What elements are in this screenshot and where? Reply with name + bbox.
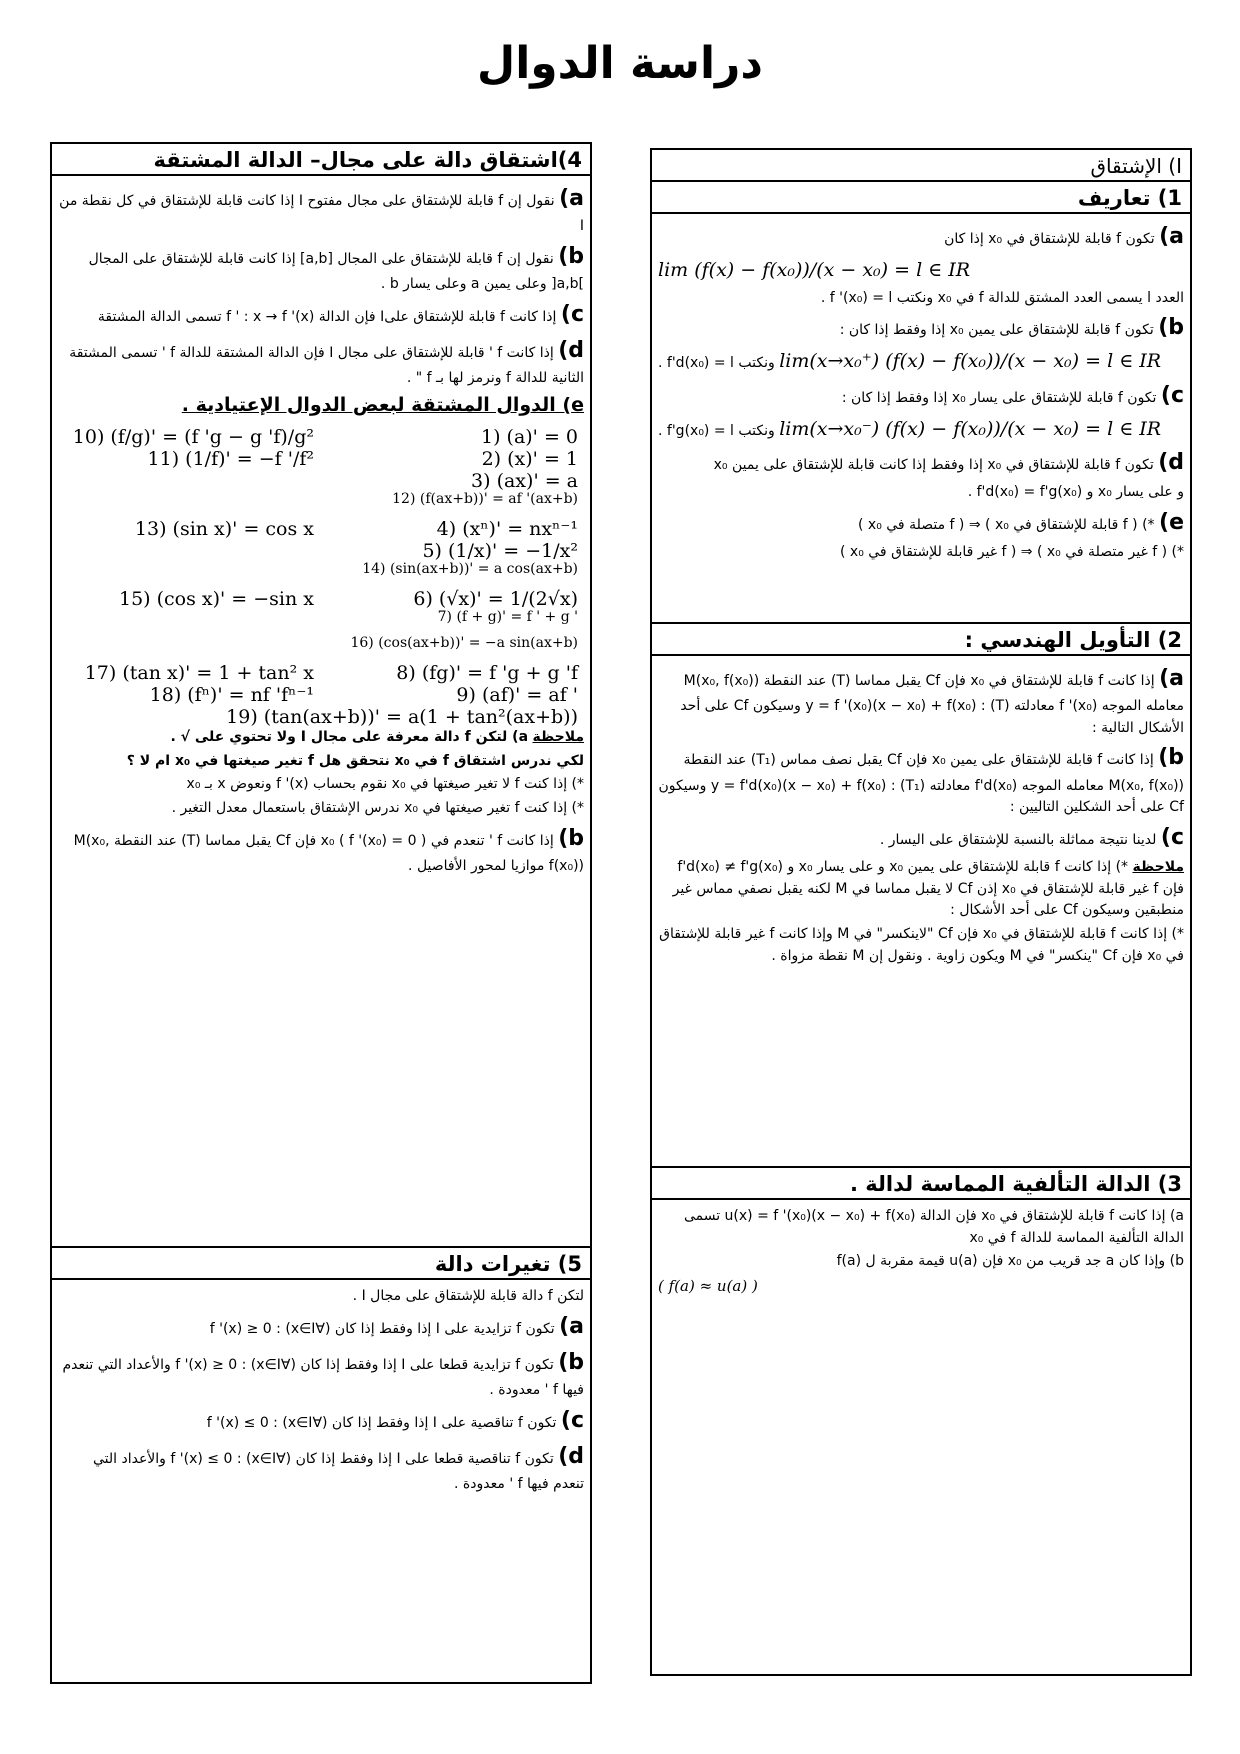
derivative-formula: 11) (1/f)' = −f '/f²: [147, 447, 314, 470]
derivative-formula: 6) (√x)' = 1/(2√x): [413, 587, 578, 610]
var-b: تكون f تزايدية قطعا على I إذا وفقط إذا كان (∀x∈I) : f '(x) ≥ 0 والأعداد التي تنعدم فيها f ' معدودة .: [62, 1356, 584, 1398]
left-column: [50, 142, 592, 1684]
remark-a: a) لتكن f دالة معرفة على مجال I ولا تحتوي على √ .: [170, 728, 529, 745]
int-c: إذا كانت f قابلة للإشتقاق علىI فإن الدالة f ' : x → f '(x) تسمى الدالة المشتقة: [97, 308, 557, 325]
interval-box: a) نقول إن f قابلة للإشتقاق على مجال مفتوح I إذا كانت قابلة للإشتقاق في كل نقطة من I b) نقول إن f قابلة للإشتقاق على المجال [a,b] إذا كانت قابلة للإشتقاق على المجال ]a,b[ وعلى يمين a وعلى يسار b . c) إذا كانت f قابلة للإشتقاق علىI فإن الدالة f ' : x → f '(x) تسمى الدالة المشتقة d) إذا كانت f ' قابلة للإشتقاق على مجال I فإن الدالة المشتقة للدالة f ' تسمى المشتقة الثانية للدالة f ونرمز لها بـ f " . e) الدوال المشتقة لبعض الدوال الإعتيادية . 1) (a)' = 0 10) (f/g)' = (f 'g − g 'f)/g² 2) (x)' = 1 11) (1/f)' = −f '/f² 3) (ax)' = a 12) (f(ax+b))' = af '(ax+b) 4) (xⁿ)' = nxⁿ⁻¹ 13) (sin x)' = cos x 5) (1/x)' = −1/x² 14) (sin(ax+b))' = a cos(ax+b) 6) (√x)' = 1/(2√x) 15) (cos x)' = −sin x 7) (f + g)' = f ' + g ' 16) (cos(ax+b))' = −a sin(ax+b) 8) (fg)' = f 'g + g 'f 17) (tan x)' = 1 + tan² x 9) (af)' = af ' 18) (fⁿ)' = nf 'fⁿ⁻¹ 19) (tan(ax+b))' = a(1 + tan²(ax+b)) ملاحظة a) لتكن f دالة معرفة على مجال I ولا تحتوي على √ . لكي ندرس اشتقاق f في x₀ نتحقق هل f تغير صيغتها في x₀ ام لا ؟ *) إذا كنت f لا تغير صيغتها في x₀ نقوم بحساب f '(x) ونعوض x بـ x₀ *) إذا كنت f تغير صيغتها في x₀ ندرس الإشتقاق باستعمال معدل التغير . b) إذا كانت f ' تنعدم في x₀ ( f '(x₀) = 0 ) فإن Cf يقبل مماسا (T) عند النقطة M(x₀, f(x₀)) موازيا لمحور الأفاصيل .: [52, 176, 590, 1248]
section-variations-head: 5) تغيرات دالة: [52, 1248, 590, 1280]
right-column: [650, 148, 1192, 1676]
derivative-row: [58, 585, 584, 610]
derivative-row: [58, 607, 584, 633]
derivative-row: [58, 489, 584, 515]
def-b-write: ونكتب f'd(x₀) = l .: [658, 355, 775, 372]
note1: *) إذا كانت f قابلة للإشتقاق على يمين x₀ و على يسار x₀ و f'd(x₀) ≠ f'g(x₀) فإن f غير قابلة للإشتقاق في x₀ إذن Cf لا يقبل مماسا في M لكنه يقبل نصفي مماس غير منطبقين وسيكون Cf على أحد الأشكال :: [672, 859, 1184, 919]
derivative-row: [58, 659, 584, 684]
derivative-formula: 19) (tan(ax+b))' = a(1 + tan²(ax+b)): [226, 705, 578, 728]
derivative-row: [58, 681, 584, 706]
derivative-formula: 4) (xⁿ)' = nxⁿ⁻¹: [436, 517, 578, 540]
remark-label: ملاحظة: [532, 728, 584, 745]
def-c-text: تكون f قابلة للإشتقاق على يسار x₀ إذا وفقط إذا كان :: [841, 389, 1157, 406]
geometric-box: a) إذا كانت f قابلة للإشتقاق في x₀ فإن Cf يقبل مماسا (T) عند النقطة M(x₀, f(x₀)) معامله الموجه f '(x₀) معادلته (T) : y = f '(x₀)(x − x₀) + f(x₀) وسيكون Cf على أحد الأشكال التالية : b) إذا كانت f قابلة للإشتقاق على يمين x₀ فإن Cf يقبل نصف مماس (T₁) عند النقطة M(x₀, f(x₀)) معامله الموجه f'd(x₀) معادلته (T₁) : y = f'd(x₀)(x − x₀) + f(x₀) وسيكون Cf على أحد الشكلين التاليين : c) لدينا نتيجة مماثلة بالنسبة للإشتقاق على اليسار . ملاحظة *) إذا كانت f قابلة للإشتقاق على يمين x₀ و على يسار x₀ و f'd(x₀) ≠ f'g(x₀) فإن f غير قابلة للإشتقاق في x₀ إذن Cf لا يقبل مماسا في M لكنه يقبل نصفي مماس غير منطبقين وسيكون Cf على أحد الأشكال : *) إذا كانت f قابلة للإشتقاق في x₀ فإن Cf "لاينكسر" في M وإذا كانت f غير قابلة للإشتقاق في x₀ فإن Cf "ينكسر" في M ويكون زاوية . ونقول إن M نقطة مزواة .: [652, 656, 1190, 1168]
derivative-formula: 8) (fg)' = f 'g + g 'f: [396, 661, 578, 684]
remark-b: إذا كانت f ' تنعدم في x₀ ( f '(x₀) = 0 ) فإن Cf يقبل مماسا (T) عند النقطة M(x₀, f(x₀)) موازيا لمحور الأفاصيل .: [73, 832, 584, 874]
derivative-formula: 10) (f/g)' = (f 'g − g 'f)/g²: [72, 425, 314, 448]
geo-b: إذا كانت f قابلة للإشتقاق على يمين x₀ فإن Cf يقبل نصف مماس (T₁) عند النقطة M(x₀, f(x₀)) معامله الموجه f'd(x₀) معادلته (T₁) : y = f'd(x₀)(x − x₀) + f(x₀) وسيكون Cf على أحد الشكلين التاليين :: [658, 752, 1184, 816]
derivative-formula: 2) (x)' = 1: [481, 447, 578, 470]
derivative-formula: 17) (tan x)' = 1 + tan² x: [84, 661, 314, 684]
def-b-text: تكون f قابلة للإشتقاق على يمين x₀ إذا وفقط إذا كان :: [839, 322, 1154, 339]
var-intro: لتكن f دالة قابلة للإشتقاق على مجال I .: [352, 1288, 584, 1304]
geo-c: لدينا نتيجة مماثلة بالنسبة للإشتقاق على اليسار .: [879, 831, 1157, 848]
def-b-formula: lim(x→x₀⁺) (f(x) − f(x₀))/(x − x₀) = l ∈ IR: [779, 350, 1162, 373]
var-a: تكون f تزايدية على I إذا وفقط إذا كان (∀x∈I) : f '(x) ≥ 0: [209, 1320, 555, 1337]
var-d: تكون f تناقصية قطعا على I إذا وفقط إذا كان (∀x∈I) : f '(x) ≤ 0 والأعداد التي تنعدم فيها f ' معدودة .: [92, 1450, 584, 1492]
derivative-row: [58, 515, 584, 540]
note2: *) إذا كانت f قابلة للإشتقاق في x₀ فإن Cf "لاينكسر" في M وإذا كانت f غير قابلة للإشتقاق في x₀ فإن Cf "ينكسر" في M ويكون زاوية . ونقول إن M نقطة مزواة .: [659, 926, 1184, 964]
section-tangent-head: 3) الدالة التألفية المماسة لدالة .: [652, 1168, 1190, 1200]
derivative-row: [58, 423, 584, 448]
derivative-formula: 18) (fⁿ)' = nf 'fⁿ⁻¹: [149, 683, 314, 706]
section-interval-head: 4)اشتقاق دالة على مجال– الدالة المشتقة: [52, 144, 590, 176]
derivative-row: [58, 467, 584, 492]
page-title: دراسة الدوال: [477, 38, 763, 89]
def-a-formula: lim (f(x) − f(x₀))/(x − x₀) = l ∈ IR: [658, 259, 971, 282]
derivative-row: [58, 537, 584, 562]
derivative-formula: 15) (cos x)' = −sin x: [118, 587, 314, 610]
tangent-box: [652, 1200, 1190, 1303]
derivative-formula: 7) (f + g)' = f ' + g ': [437, 608, 578, 625]
tangent-a: a) إذا كانت f قابلة للإشتقاق في x₀ فإن الدالة u(x) = f '(x₀)(x − x₀) + f(x₀) تسمى الدالة التألفية المماسة للدالة f في x₀: [683, 1208, 1184, 1246]
def-d-text2: و على يسار x₀ و f'd(x₀) = f'g(x₀) .: [967, 484, 1184, 501]
geo-a: إذا كانت f قابلة للإشتقاق في x₀ فإن Cf يقبل مماسا (T) عند النقطة M(x₀, f(x₀)) معامله الموجه f '(x₀) معادلته (T) : y = f '(x₀)(x − x₀) + f(x₀) وسيكون Cf على أحد الأشكال التالية :: [680, 673, 1184, 736]
int-d: إذا كانت f ' قابلة للإشتقاق على مجال I فإن الدالة المشتقة للدالة f ' تسمى المشتقة الثانية للدالة f ونرمز لها بـ f " .: [69, 344, 584, 386]
derivs-head: e) الدوال المشتقة لبعض الدوال الإعتيادية .: [181, 394, 584, 417]
derivative-row: [58, 559, 584, 585]
derivative-formula: 3) (ax)' = a: [471, 469, 578, 492]
def-e-text1: *) ( f قابلة للإشتقاق في x₀ ) ⇒ ( f متصلة في x₀ ): [857, 517, 1155, 534]
def-c-write: ونكتب f'g(x₀) = l .: [658, 422, 775, 439]
derivative-formula: 13) (sin x)' = cos x: [134, 517, 314, 540]
note-label: ملاحظة: [1132, 859, 1184, 876]
def-e-text2: *) ( f غير متصلة في x₀ ) ⇒ ( f غير قابلة للإشتقاق في x₀ ): [839, 544, 1184, 561]
def-c-formula: lim(x→x₀⁻) (f(x) − f(x₀))/(x − x₀) = l ∈ IR: [779, 417, 1162, 440]
tangent-b: b) وإذا كان a جد قريب من x₀ فإن u(a) قيمة مقربة ل f(a): [836, 1253, 1184, 1270]
int-a: نقول إن f قابلة للإشتقاق على مجال مفتوح I إذا كانت قابلة للإشتقاق في كل نقطة من I: [59, 193, 584, 235]
derivative-row: [58, 633, 584, 659]
derivative-row: [58, 445, 584, 470]
section-geometric-head: 2) التأويل الهندسي :: [652, 624, 1190, 656]
remark-a2: لكي ندرس اشتقاق f في x₀ نتحقق هل f تغير صيغتها في x₀ ام لا ؟: [126, 752, 584, 769]
derivative-formula: 5) (1/x)' = −1/x²: [422, 539, 578, 562]
derivative-formula: 12) (f(ax+b))' = af '(ax+b): [392, 490, 578, 507]
var-c: تكون f تناقصية على I إذا وفقط إذا كان (∀x∈I) : f '(x) ≤ 0: [206, 1414, 557, 1431]
derivative-formula: 16) (cos(ax+b))' = −a sin(ax+b): [350, 634, 578, 651]
definitions-box: a) تكون f قابلة للإشتقاق في x₀ إذا كان lim (f(x) − f(x₀))/(x − x₀) = l ∈ IR العدد l يسمى العدد المشتق للدالة f في x₀ ونكتب f '(x₀) = l . b) تكون f قابلة للإشتقاق على يمين x₀ إذا وفقط إذا كان : lim(x→x₀⁺) (f(x) − f(x₀))/(x − x₀) = l ∈ IR ونكتب f'd(x₀) = l . c) تكون f قابلة للإشتقاق على يسار x₀ إذا وفقط إذا كان : lim(x→x₀⁻) (f(x) − f(x₀))/(x − x₀) = l ∈ IR ونكتب f'g(x₀) = l . d) تكون f قابلة للإشتقاق في x₀ إذا وفقط إذا كانت قابلة للإشتقاق على يمين x₀ و على يسار x₀ و f'd(x₀) = f'g(x₀) . e) *) ( f قابلة للإشتقاق في x₀ ) ⇒ ( f متصلة في x₀ ) *) ( f غير متصلة في x₀ ) ⇒ ( f غير قابلة للإشتقاق في x₀ ): [652, 214, 1190, 624]
int-b: نقول إن f قابلة للإشتقاق على المجال [a,b] إذا كانت قابلة للإشتقاق على المجال ]a,b[ وعلى يمين a وعلى يسار b .: [88, 250, 584, 292]
remark-a3: *) إذا كنت f لا تغير صيغتها في x₀ نقوم بحساب f '(x) ونعوض x بـ x₀: [186, 776, 584, 793]
derivative-formula: 14) (sin(ax+b))' = a cos(ax+b): [362, 560, 578, 577]
def-a-text: تكون f قابلة للإشتقاق في x₀ إذا كان: [944, 231, 1155, 247]
variations-box: لتكن f دالة قابلة للإشتقاق على مجال I . a) تكون f تزايدية على I إذا وفقط إذا كان (∀x∈I) : f '(x) ≥ 0 b) تكون f تزايدية قطعا على I إذا وفقط إذا كان (∀x∈I) : f '(x) ≥ 0 والأعداد التي تنعدم فيها f ' معدودة . c) تكون f تناقصية على I إذا وفقط إذا كان (∀x∈I) : f '(x) ≤ 0 d) تكون f تناقصية قطعا على I إذا وفقط إذا كان (∀x∈I) : f '(x) ≤ 0 والأعداد التي تنعدم فيها f ' معدودة .: [52, 1280, 590, 1499]
def-d-text: تكون f قابلة للإشتقاق في x₀ إذا وفقط إذا كانت قابلة للإشتقاق على يمين x₀: [713, 457, 1154, 474]
section-definitions-head: 1) تعاريف: [652, 182, 1190, 214]
section-derivation-head: I) الإشتقاق: [652, 150, 1190, 182]
derivative-formula: 1) (a)' = 0: [480, 425, 578, 448]
derivative-row: [58, 703, 584, 728]
remark-a4: *) إذا كنت f تغير صيغتها في x₀ ندرس الإشتقاق باستعمال معدل التغير .: [171, 799, 584, 816]
derivative-formula: 9) (af)' = af ': [456, 683, 578, 706]
derivatives-table: [58, 423, 584, 728]
tangent-b2: ( f(a) ≈ u(a) ): [658, 1277, 758, 1296]
def-a-note: العدد l يسمى العدد المشتق للدالة f في x₀ ونكتب f '(x₀) = l .: [820, 289, 1184, 306]
